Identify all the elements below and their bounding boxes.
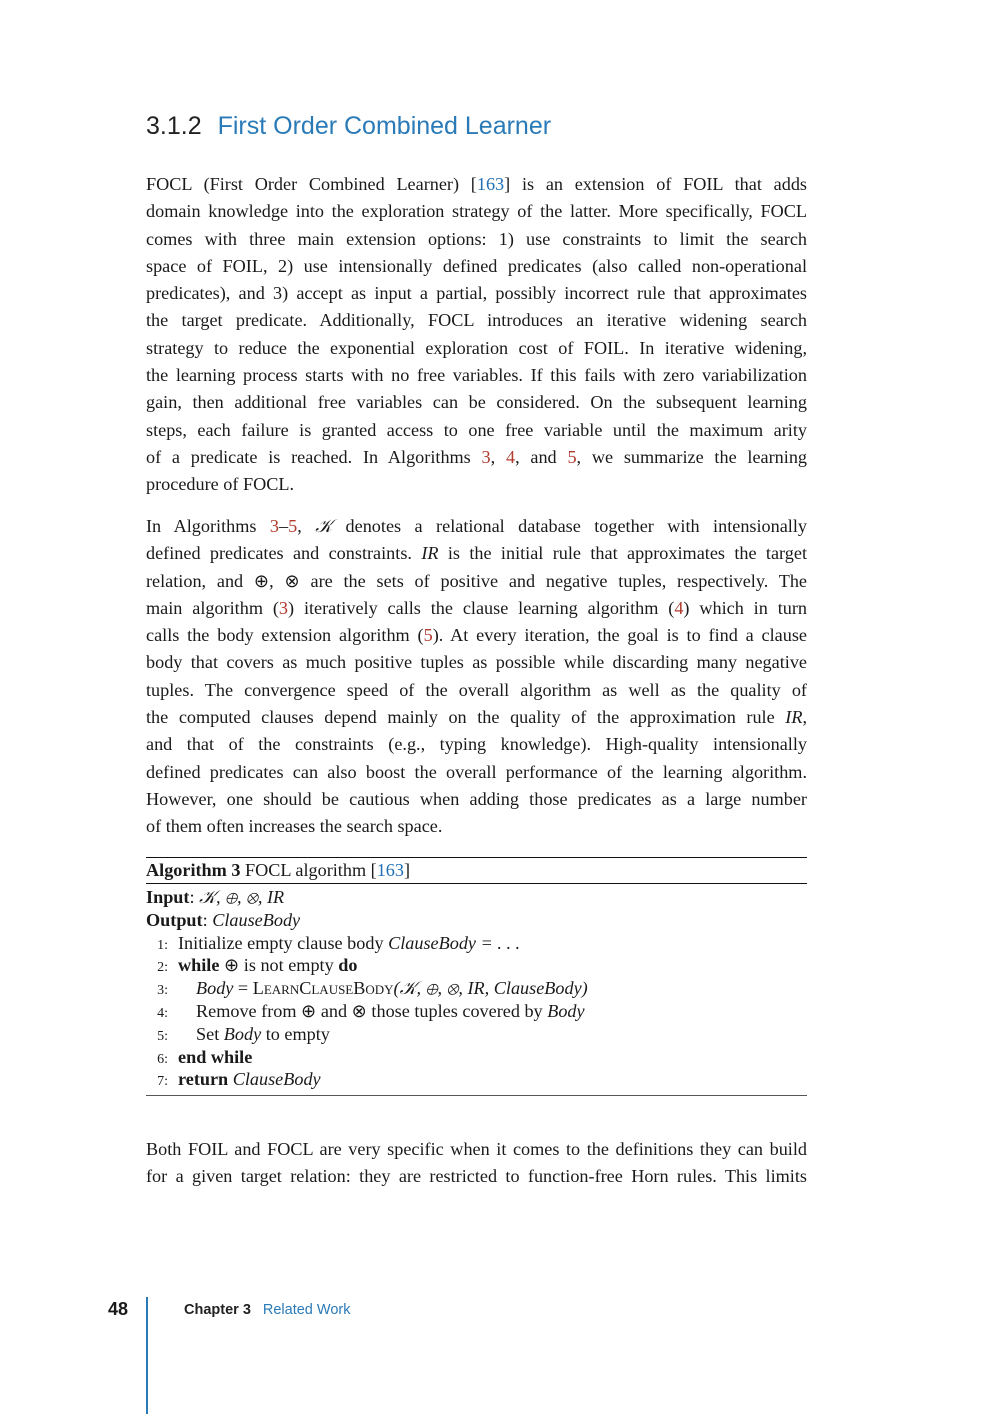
text-line: defined predicates and constraints. IR is the initial rule that approximates the target [146,543,807,564]
citation-link[interactable]: 163 [476,174,505,194]
text-line: the target predicate. Additionally, FOCL introduces an iterative widening search [146,310,807,331]
text-line: In Algorithms 3–5, 𝒦 denotes a relational database together with intensionally [146,516,808,536]
algorithm-ref-link[interactable]: 5 [288,516,298,536]
text-line: However, one should be cautious when adding those predicates as a large number [146,788,807,809]
algorithm-ref-link[interactable]: 3 [278,597,288,618]
algorithm-line: 3: Body = LearnClauseBody(𝒦, ⊕, ⊗, IR, ClauseBody) [157,978,588,999]
text-line: FOCL (First Order Combined Learner) [163] is an extension of FOIL that adds [146,174,807,194]
algorithm-line: 5: Set Body to empty [157,1023,330,1044]
paragraph-1 [146,171,807,499]
page-number: 48 [108,1299,129,1319]
text-line: of them often increases the search space. [146,816,443,837]
text-line: procedure of FOCL. [146,474,294,495]
running-footer [184,1302,350,1318]
algorithm-output: Output: ClauseBody [146,909,301,930]
paragraph-3 [146,1136,807,1191]
text-line: the learning process starts with no free variables. If this fails with zero variabilization [146,365,807,386]
text-line: tuples. The convergence speed of the overall algorithm as well as the quality of [146,679,807,700]
algorithm-line: 7: return ClauseBody [157,1069,321,1090]
algorithm-ref-link[interactable]: 5 [423,625,433,646]
algorithm-ref-link[interactable]: 3 [269,516,279,536]
algorithm-ref-link[interactable]: 5 [567,446,577,467]
text-line: strategy to reduce the exponential exploration cost of FOIL. In iterative widening, [146,337,807,358]
algorithm-box [146,857,807,1096]
algorithm-line: 6: end while [157,1046,253,1067]
text-line: relation, and ⊕, ⊗ are the sets of positive and negative tuples, respectively. The [146,570,807,591]
paragraph-2 [146,513,807,841]
text-line: predicates), and 3) accept as input a partial, possibly incorrect rule that approximates [146,283,807,304]
text-line: domain knowledge into the exploration strategy of the latter. More specifically, FOCL [146,201,807,222]
section-number: 3.1.2 [146,112,202,140]
algorithm-ref-link[interactable]: 4 [505,446,516,467]
algorithm-line: 2: while ⊕ is not empty do [157,955,358,976]
chapter-title-link[interactable]: Related Work [262,1302,351,1318]
text-line: Both FOIL and FOCL are very specific when it comes to the definitions they can build [146,1139,807,1159]
algorithm-ref-link[interactable]: 3 [481,446,491,467]
algorithm-caption: Algorithm 3 FOCL algorithm [163] [146,858,807,884]
algorithm-input: Input: 𝒦, ⊕, ⊗, IR [146,887,285,907]
text-line: calls the body extension algorithm (5). At every iteration, the goal is to find a clause [146,625,807,646]
algorithm-line: 1: Initialize empty clause body ClauseBody = . . . [157,932,521,953]
section-title: First Order Combined Learner [217,112,552,140]
text-line: steps, each failure is granted access to one free variable until the maximum arity [146,419,807,440]
chapter-label: Chapter 3 [184,1302,251,1318]
citation-link[interactable]: 163 [376,860,404,880]
text-line: for a given target relation: they are restricted to function-free Horn rules. This limits [146,1166,807,1187]
algorithm-bottom-rule [146,1095,807,1096]
text-line: the computed clauses depend mainly on the quality of the approximation rule IR, [146,707,807,728]
section-heading [146,112,551,141]
algorithm-line: 4: Remove from ⊕ and ⊗ those tuples covered by Body [157,1000,585,1021]
text-line: defined predicates can also boost the overall performance of the learning algorithm. [146,761,807,782]
text-line: of a predicate is reached. In Algorithms 3, 4, and 5, we summarize the learning [146,446,808,467]
text-line: and that of the constraints (e.g., typing knowledge). High-quality intensionally [146,734,807,755]
text-line: main algorithm (3) iteratively calls the clause learning algorithm (4) which in turn [146,597,807,618]
text-line: space of FOIL, 2) use intensionally defined predicates (also called non-operational [146,255,807,276]
text-line: gain, then additional free variables can be considered. On the subsequent learning [146,392,807,413]
algorithm-ref-link[interactable]: 4 [674,597,684,618]
text-line: comes with three main extension options: 1) use constraints to limit the search [146,228,807,249]
footer-divider [146,1297,148,1414]
text-line: body that covers as much positive tuples as possible while discarding many negative [146,652,807,673]
